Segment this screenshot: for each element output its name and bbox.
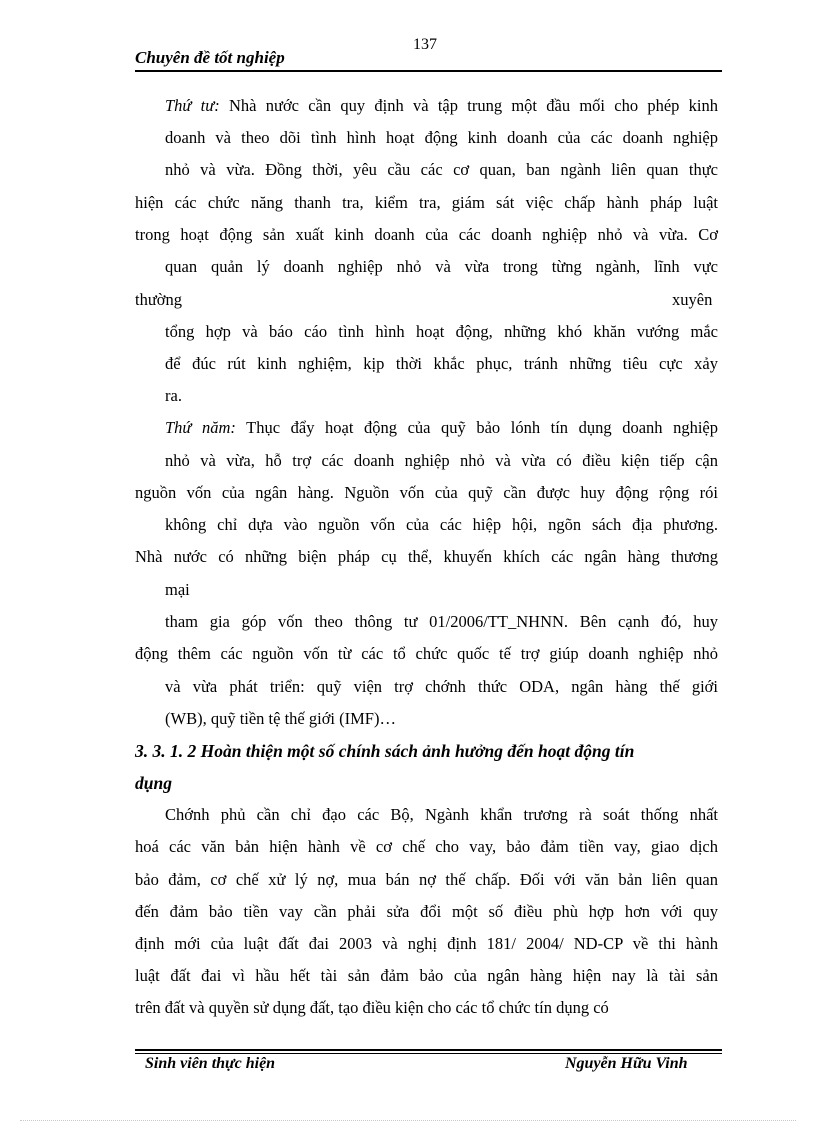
body-line	[165, 418, 718, 438]
body-line: Chớnh phủ cần chỉ đạo các Bộ, Ngành khẩn trương rà soát thống nhất	[165, 805, 718, 824]
body-line: doanh và theo dõi tình hình hoạt động kinh doanh của các doanh nghiệp	[165, 128, 718, 147]
body-line: luật đất đai vì hầu hết tài sản đảm bảo của ngân hàng hiện nay là tài sản	[135, 966, 718, 985]
footer-author-name: Nguyễn Hữu Vinh	[565, 1055, 688, 1072]
body-line: thường	[135, 290, 183, 309]
body-line: nhỏ và vừa. Đồng thời, yêu cầu các cơ quan, ban ngành liên quan thực	[165, 160, 718, 179]
footer-divider	[135, 1049, 722, 1051]
line-text: Nhà nước cần quy định và tập trung một đầu mối cho phép kinh	[219, 96, 718, 115]
footer-divider-thin	[135, 1053, 722, 1054]
body-line: trong hoạt động sản xuất kinh doanh của các doanh nghiệp nhỏ và vừa. Cơ	[135, 225, 718, 244]
body-line: tổng hợp và báo cáo tình hình hoạt động, những khó khăn vướng mắc	[165, 322, 718, 341]
body-line: quan quản lý doanh nghiệp nhỏ và vừa trong từng ngành, lĩnh vực	[165, 257, 718, 276]
body-line	[165, 96, 718, 116]
section-heading-continued: dụng	[135, 773, 172, 793]
line-text: Thục đẩy hoạt động của quỹ bảo lónh tín dụng doanh nghiệp	[235, 418, 718, 437]
body-line: ra.	[165, 386, 182, 405]
body-line: xuyên	[672, 290, 713, 309]
body-line: để đúc rút kinh nghiệm, kịp thời khắc phục, tránh những tiêu cực xảy	[165, 354, 718, 373]
body-line: bảo đảm, cơ chế xử lý nợ, mua bán nợ thế chấp. Đối với văn bản liên quan	[135, 870, 718, 889]
body-line: hiện các chức năng thanh tra, kiểm tra, giám sát việc chấp hành pháp luật	[135, 193, 718, 212]
body-line: Nhà nước có những biện pháp cụ thể, khuyến khích các ngân hàng thương	[135, 547, 718, 566]
body-line: và vừa phát triển: quỹ viện trợ chớnh thức ODA, ngân hàng thế giới	[165, 677, 718, 696]
body-line: đến đảm bảo tiền vay cần phải sửa đổi một số điều phù hợp hơn với quy	[135, 902, 718, 921]
body-line: nguồn vốn của ngân hàng. Nguồn vốn của quỹ cần được huy động rộng rói	[135, 483, 718, 502]
footer-student-label: Sinh viên thực hiện	[145, 1055, 276, 1072]
body-line: mại	[165, 580, 190, 599]
paragraph-lead: Thứ tư:	[165, 96, 220, 115]
header-divider	[135, 70, 722, 72]
page-number: 137	[413, 36, 437, 53]
document-header-title: Chuyên đề tốt nghiệp	[135, 48, 285, 67]
body-line: trên đất và quyền sử dụng đất, tạo điều kiện cho các tổ chức tín dụng có	[135, 998, 609, 1017]
body-line: tham gia góp vốn theo thông tư 01/2006/TT_NHNN. Bên cạnh đó, huy	[165, 612, 718, 631]
section-heading: 3. 3. 1. 2 Hoàn thiện một số chính sách ảnh hưởng đến hoạt động tín	[135, 741, 635, 761]
page-edge-dots	[20, 1120, 796, 1121]
body-line: không chỉ dựa vào nguồn vốn của các hiệp hội, ngõn sách địa phương.	[165, 515, 718, 534]
body-line: động thêm các nguồn vốn từ các tổ chức quốc tế trợ giúp doanh nghiệp nhỏ	[135, 644, 718, 663]
body-line: định mới của luật đất đai 2003 và nghị định 181/ 2004/ ND-CP về thi hành	[135, 934, 718, 953]
paragraph-lead: Thứ năm:	[165, 418, 236, 437]
body-line: nhỏ và vừa, hỗ trợ các doanh nghiệp nhỏ và vừa có điều kiện tiếp cận	[165, 451, 718, 470]
body-line: (WB), quỹ tiền tệ thế giới (IMF)…	[165, 709, 396, 728]
body-line: hoá các văn bản hiện hành về cơ chế cho vay, bảo đảm tiền vay, giao dịch	[135, 837, 718, 856]
